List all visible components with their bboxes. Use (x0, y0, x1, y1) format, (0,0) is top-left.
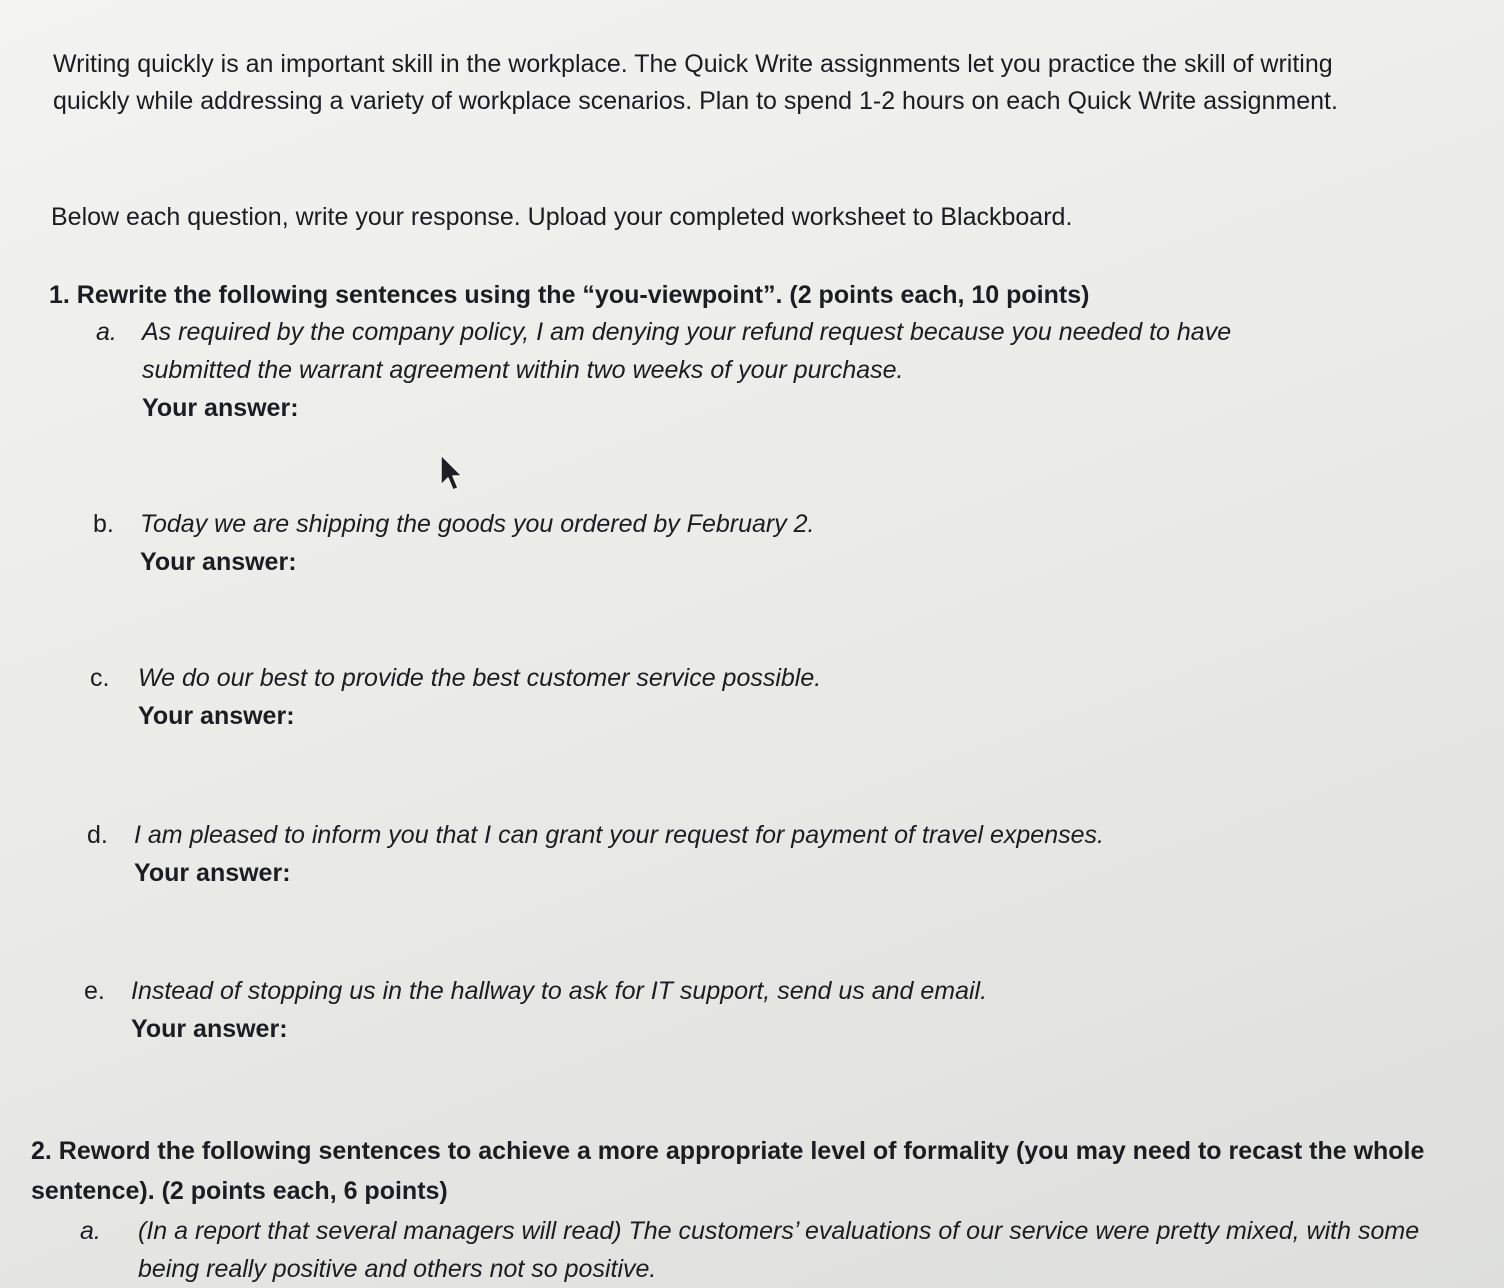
question-2-heading: 2. Reword the following sentences to achieve a more appropriate level of formality (you may need to recast the whole sentence). (2 points each, 6 points) (31, 1137, 1425, 1205)
question-1-item-b (93, 505, 1373, 585)
instructions-paragraph: Below each question, write your response. Upload your completed worksheet to Blackboard. (51, 203, 1073, 231)
item-letter: b. (93, 510, 114, 538)
answer-label: Your answer: (138, 702, 295, 730)
item-prompt: I am pleased to inform you that I can grant your request for payment of travel expenses. (134, 821, 1104, 849)
item-letter: a. (80, 1217, 101, 1245)
question-1-item-c (90, 659, 1370, 739)
item-letter: a. (96, 318, 117, 346)
question-2-item-a (80, 1212, 1480, 1288)
item-prompt: (In a report that several managers will read) The customers’ evaluations of our service were pretty mixed, with some being really positive and others not so positive. (138, 1217, 1420, 1283)
question-1-item-a (96, 313, 1376, 433)
answer-label: Your answer: (142, 394, 299, 422)
item-prompt: As required by the company policy, I am denying your refund request because you needed to have submitted the warrant agreement within two weeks of your purchase. (142, 318, 1232, 384)
answer-label: Your answer: (131, 1015, 288, 1043)
item-prompt: Instead of stopping us in the hallway to ask for IT support, send us and email. (131, 977, 988, 1005)
question-1-item-d (87, 816, 1387, 896)
item-prompt: Today we are shipping the goods you ordered by February 2. (140, 510, 815, 538)
answer-label: Your answer: (140, 548, 297, 576)
intro-paragraph: Writing quickly is an important skill in the workplace. The Quick Write assignments let you practice the skill of writing quickly while addressing a variety of workplace scenarios. Plan to spend 1-2 hours on each Quick Write assignment. (53, 50, 1338, 115)
item-letter: c. (90, 664, 110, 692)
item-letter: e. (84, 977, 105, 1005)
item-prompt: We do our best to provide the best customer service possible. (138, 664, 822, 692)
answer-label: Your answer: (134, 859, 291, 887)
question-1-item-e (84, 972, 1384, 1052)
question-1-heading: 1. Rewrite the following sentences using the “you-viewpoint”. (2 points each, 10 points) (49, 281, 1090, 309)
mouse-pointer-icon (438, 453, 464, 493)
item-letter: d. (87, 821, 108, 849)
